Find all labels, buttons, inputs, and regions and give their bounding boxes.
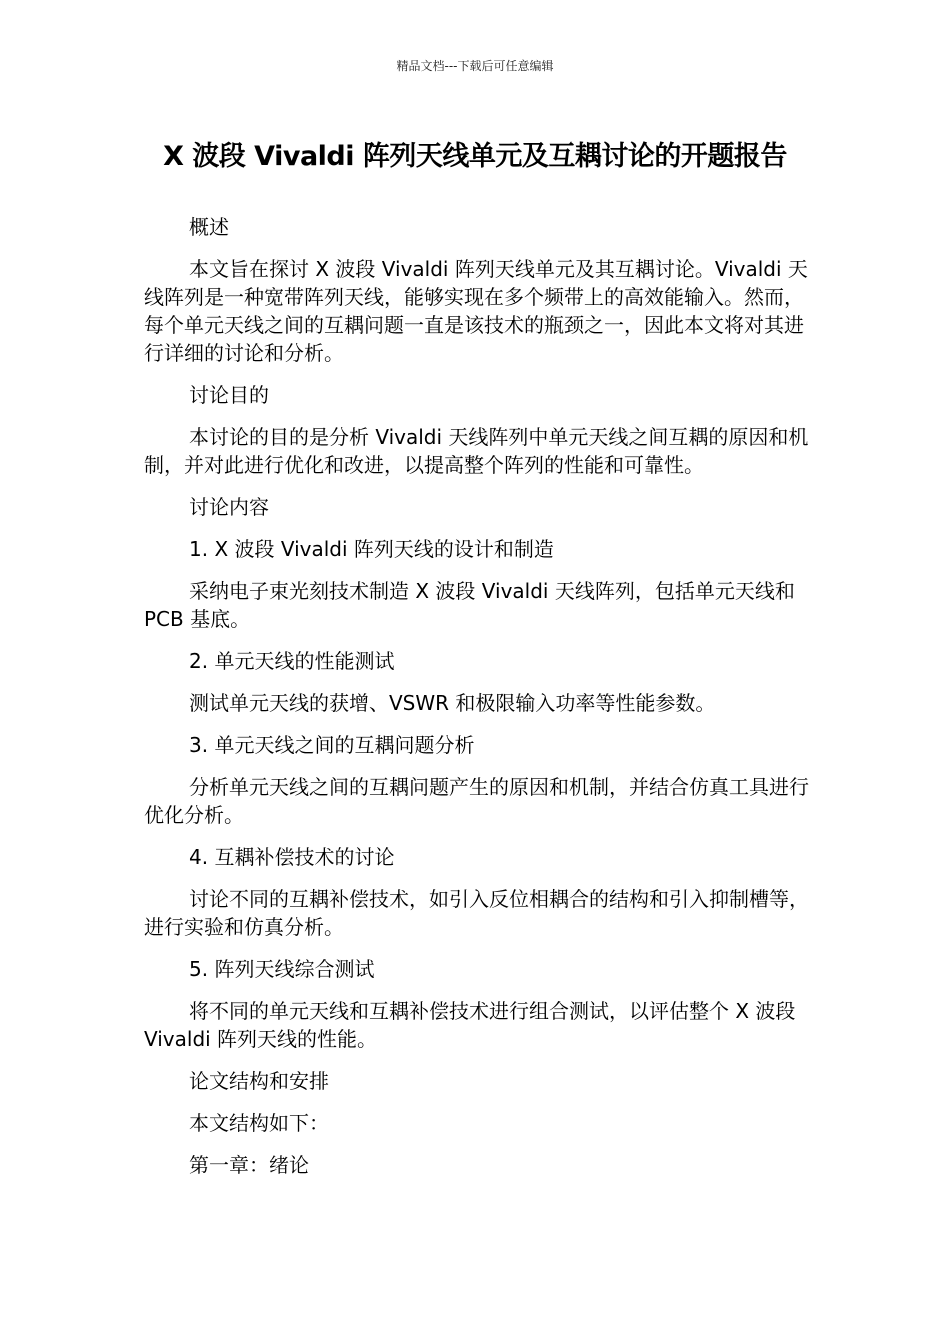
list-item-text-2: 测试单元天线的获增、VSWR 和极限输入功率等性能参数。 <box>189 691 716 715</box>
section-heading-overview: 概述 <box>189 215 229 239</box>
document-body <box>144 213 810 1193</box>
section-heading-structure: 论文结构和安排 <box>189 1069 329 1093</box>
document-title: X 波段 Vivaldi 阵列天线单元及互耦讨论的开题报告 <box>163 141 787 172</box>
paragraph-structure-intro: 本文结构如下： <box>189 1111 329 1135</box>
list-item-text-5: 将不同的单元天线和互耦补偿技术进行组合测试，以评估整个 X 波段 Vivaldi 阵列天线的性能。 <box>144 999 796 1051</box>
list-item-heading-3: 3. 单元天线之间的互耦问题分析 <box>189 733 475 757</box>
paragraph-purpose: 本讨论的目的是分析 Vivaldi 天线阵列中单元天线之间互耦的原因和机制，并对此进行优化和改进，以提高整个阵列的性能和可靠性。 <box>144 425 809 477</box>
list-item-heading-4: 4. 互耦补偿技术的讨论 <box>189 845 395 869</box>
list-item-text-4: 讨论不同的互耦补偿技术，如引入反位相耦合的结构和引入抑制槽等，进行实验和仿真分析。 <box>144 887 809 939</box>
list-item-text-3: 分析单元天线之间的互耦问题产生的原因和机制，并结合仿真工具进行优化分析。 <box>144 775 809 827</box>
list-item-heading-5: 5. 阵列天线综合测试 <box>189 957 375 981</box>
list-item-heading-2: 2. 单元天线的性能测试 <box>189 649 395 673</box>
list-item-text-1: 采纳电子束光刻技术制造 X 波段 Vivaldi 天线阵列，包括单元天线和 PCB 基底。 <box>144 579 795 631</box>
section-heading-content: 讨论内容 <box>189 495 269 519</box>
header-note: 精品文档---下载后可任意编辑 <box>396 59 554 73</box>
list-item-heading-1: 1. X 波段 Vivaldi 阵列天线的设计和制造 <box>189 537 554 561</box>
chapter-one-line: 第一章：绪论 <box>189 1153 309 1177</box>
section-heading-purpose: 讨论目的 <box>189 383 269 407</box>
paragraph-overview: 本文旨在探讨 X 波段 Vivaldi 阵列天线单元及其互耦讨论。Vivaldi 天线阵列是一种宽带阵列天线，能够实现在多个频带上的高效能输入。然而，每个单元天线之间的互耦问题一直是该技术的瓶颈之一，因此本文将对其进行详细的讨论和分析。 <box>144 257 808 365</box>
